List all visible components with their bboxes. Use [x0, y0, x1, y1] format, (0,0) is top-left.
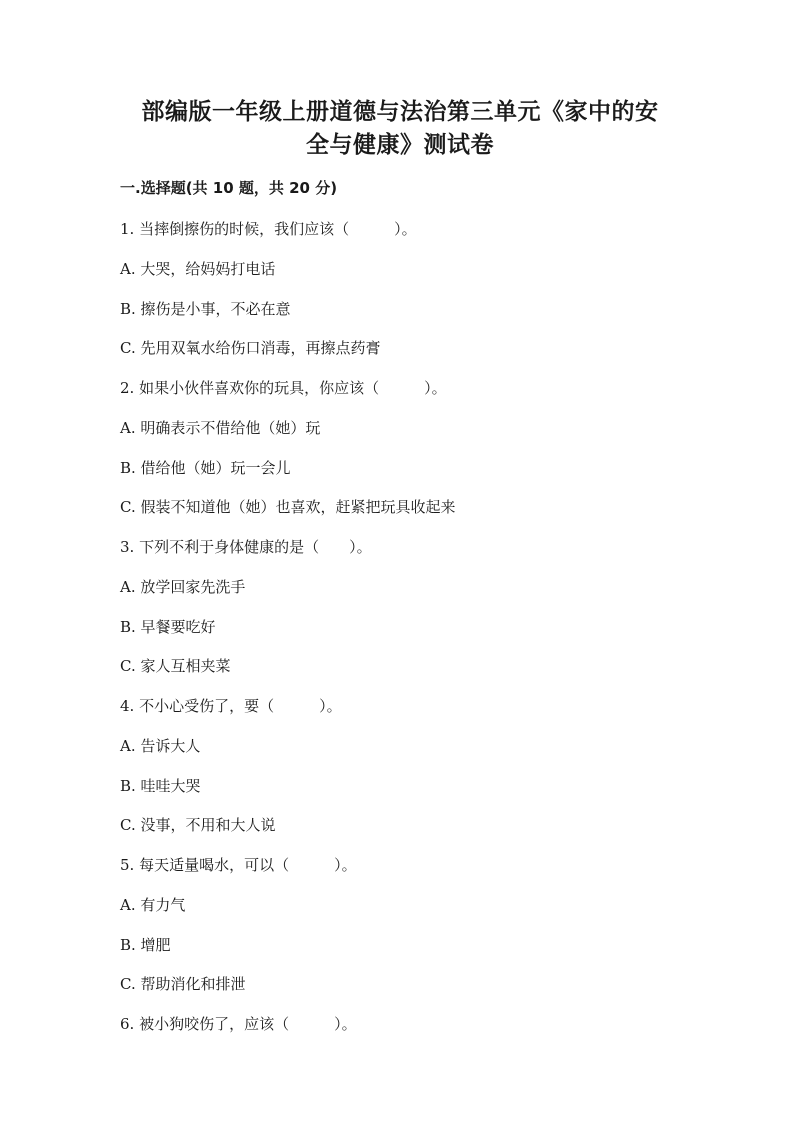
- question-stem: 1. 当摔倒擦伤的时候，我们应该（ ）。: [120, 220, 417, 238]
- answer-option: C. 家人互相夹菜: [120, 657, 231, 676]
- answer-option: A. 告诉大人: [120, 736, 201, 755]
- question-stem: 4. 不小心受伤了，要（ ）。: [120, 697, 342, 715]
- page-title: [100, 96, 700, 162]
- answer-option: C. 帮助消化和排泄: [120, 975, 246, 994]
- answer-option: B. 借给他（她）玩一会儿: [120, 458, 291, 477]
- question-stem: 2. 如果小伙伴喜欢你的玩具，你应该（ ）。: [120, 379, 447, 397]
- answer-option: A. 有力气: [120, 895, 186, 914]
- question-stem: 6. 被小狗咬伤了，应该（ ）。: [120, 1015, 357, 1033]
- section-heading: 一.选择题(共 10 题，共 20 分): [120, 179, 338, 197]
- answer-option: C. 先用双氧水给伤口消毒，再擦点药膏: [120, 339, 381, 358]
- question-stem: 3. 下列不利于身体健康的是（ ）。: [120, 538, 372, 556]
- answer-option: C. 假装不知道他（她）也喜欢，赶紧把玩具收起来: [120, 498, 456, 517]
- answer-option: B. 早餐要吃好: [120, 617, 216, 636]
- answer-option: A. 大哭，给妈妈打电话: [120, 259, 276, 278]
- title-line-2: 全与健康》测试卷: [306, 132, 494, 158]
- title-line-1: 部编版一年级上册道德与法治第三单元《家中的安: [141, 99, 659, 125]
- answer-option: B. 增肥: [120, 935, 171, 954]
- question-stem: 5. 每天适量喝水，可以（ ）。: [120, 856, 357, 874]
- answer-option: B. 擦伤是小事，不必在意: [120, 299, 291, 318]
- answer-option: C. 没事，不用和大人说: [120, 816, 276, 835]
- answer-option: B. 哇哇大哭: [120, 776, 201, 795]
- answer-option: A. 放学回家先洗手: [120, 577, 246, 596]
- answer-option: A. 明确表示不借给他（她）玩: [120, 418, 321, 437]
- question-list: [120, 219, 700, 1054]
